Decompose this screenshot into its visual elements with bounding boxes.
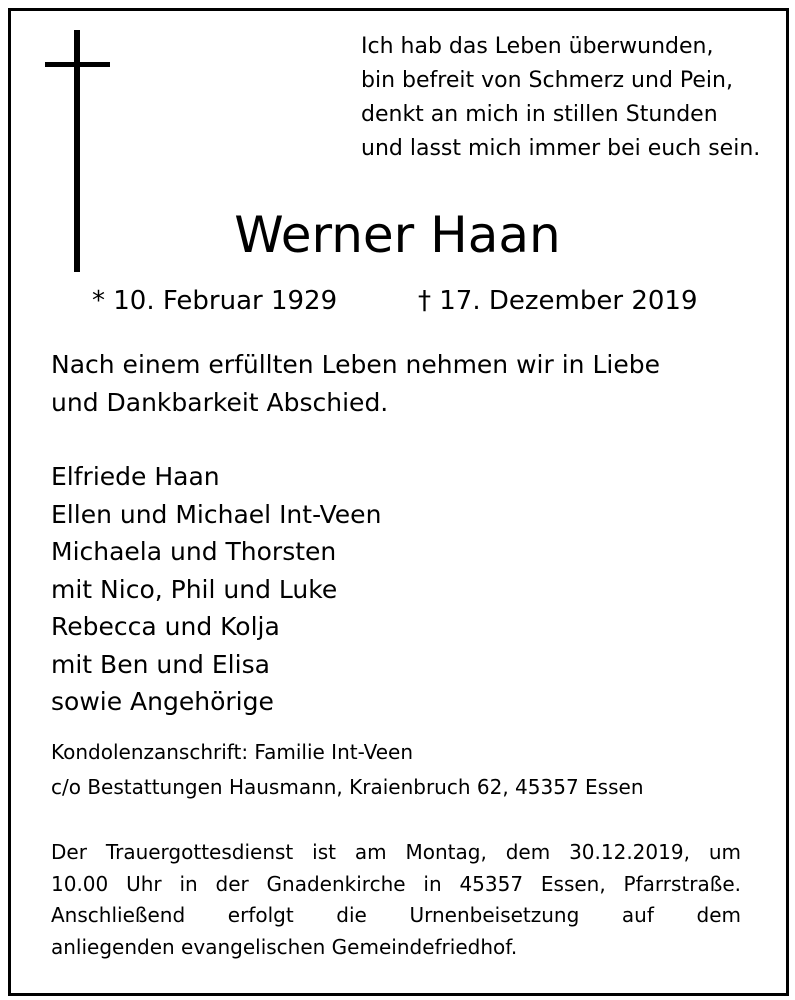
deceased-name: Werner Haan — [234, 206, 561, 264]
memorial-poem — [361, 30, 760, 166]
birth-date: * 10. Februar 1929 — [92, 286, 338, 316]
poem-line: und lasst mich immer bei euch sein. — [361, 136, 761, 161]
death-date: † 17. Dezember 2019 — [418, 286, 698, 316]
poem-line: bin befreit von Schmerz und Pein, — [361, 68, 733, 93]
condolence-line: c/o Bestattungen Hausmann, Kraienbruch 62, 45357 Essen — [51, 775, 644, 799]
mourners-list — [51, 458, 381, 721]
service-line: Der Trauergottesdienst ist am Montag, dem 30.12.2019, um — [51, 840, 741, 864]
mourner-entry: Michaela und Thorsten — [51, 537, 337, 566]
mourner-entry: sowie Angehörige — [51, 687, 274, 716]
funeral-service-info — [51, 837, 741, 963]
service-line: 10.00 Uhr in der Gnadenkirche in 45357 Essen, Pfarrstraße. — [51, 871, 741, 896]
mourner-entry: mit Ben und Elisa — [51, 649, 270, 679]
mourner-entry: Rebecca und Kolja — [51, 612, 280, 641]
condolence-line: Kondolenzanschrift: Familie Int-Veen — [51, 740, 414, 764]
farewell-line: Nach einem erfüllten Leben nehmen wir in Liebe — [51, 350, 660, 379]
cross-icon-bar — [45, 62, 110, 67]
poem-line: Ich hab das Leben überwunden, — [361, 34, 714, 59]
mourner-entry: mit Nico, Phil und Luke — [51, 574, 338, 604]
service-line: anliegenden evangelischen Gemeindefriedhof. — [51, 934, 518, 959]
mourner-entry: Elfriede Haan — [51, 462, 220, 491]
condolence-address — [51, 735, 644, 805]
farewell-line: und Dankbarkeit Abschied. — [51, 388, 389, 417]
farewell-text — [51, 346, 660, 422]
poem-line: denkt an mich in stillen Stunden — [361, 102, 718, 127]
service-line: Anschließend erfolgt die Urnenbeisetzung auf dem — [51, 903, 741, 927]
mourner-entry: Ellen und Michael Int-Veen — [51, 499, 382, 529]
